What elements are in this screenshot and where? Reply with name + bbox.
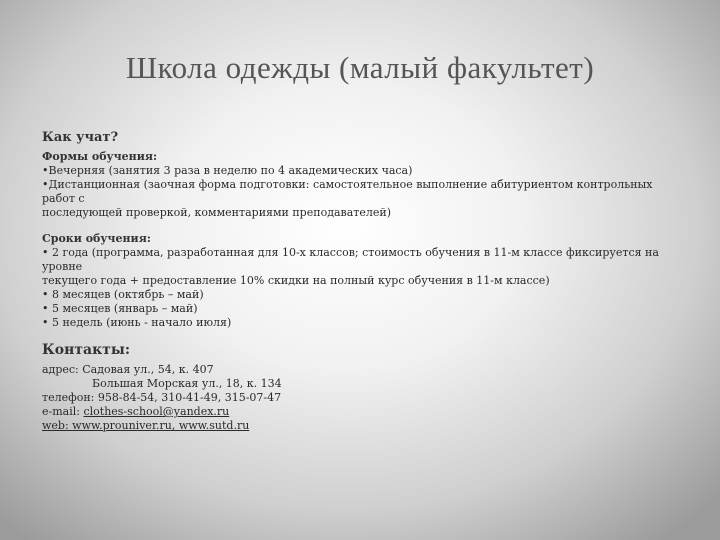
- terms-line: • 5 недель (июнь - начало июля): [42, 316, 232, 329]
- address-line: адрес: Садовая ул., 54, к. 407: [42, 363, 214, 376]
- terms-line: • 2 года (программа, разработанная для 10-х классов; стоимость обучения в 11-м классе фиксируется на уровне: [42, 246, 659, 273]
- how-heading: Как учат?: [42, 130, 119, 145]
- contacts-heading: Контакты:: [42, 342, 131, 358]
- slide-title: Школа одежды (малый факультет): [125, 50, 595, 85]
- terms-line: текущего года + предоставление 10% скидки на полный курс обучения в 11-м классе): [42, 274, 550, 287]
- forms-line: последующей проверкой, комментариями преподавателей): [42, 206, 391, 219]
- email-link[interactable]: clothes-school@yandex.ru: [83, 405, 230, 418]
- terms-heading: Сроки обучения:: [42, 232, 151, 245]
- terms-line: • 8 месяцев (октябрь – май): [42, 288, 204, 301]
- slide-content: [42, 131, 682, 433]
- email-label: e-mail:: [42, 405, 84, 418]
- address-line-2: Большая Морская ул., 18, к. 134: [92, 377, 282, 390]
- phone-line: телефон: 958-84-54, 310-41-49, 315-07-47: [42, 391, 282, 404]
- forms-heading: Формы обучения:: [42, 150, 158, 163]
- terms-line: • 5 месяцев (январь – май): [42, 302, 198, 315]
- web-link[interactable]: web: www.prouniver.ru, www.sutd.ru: [42, 419, 250, 432]
- email-line: [42, 405, 682, 419]
- forms-line: •Дистанционная (заочная форма подготовки: самостоятельное выполнение абитуриентом контрольных работ с: [42, 178, 653, 205]
- forms-line: •Вечерняя (занятия 3 раза в неделю по 4 академических часа): [42, 164, 413, 177]
